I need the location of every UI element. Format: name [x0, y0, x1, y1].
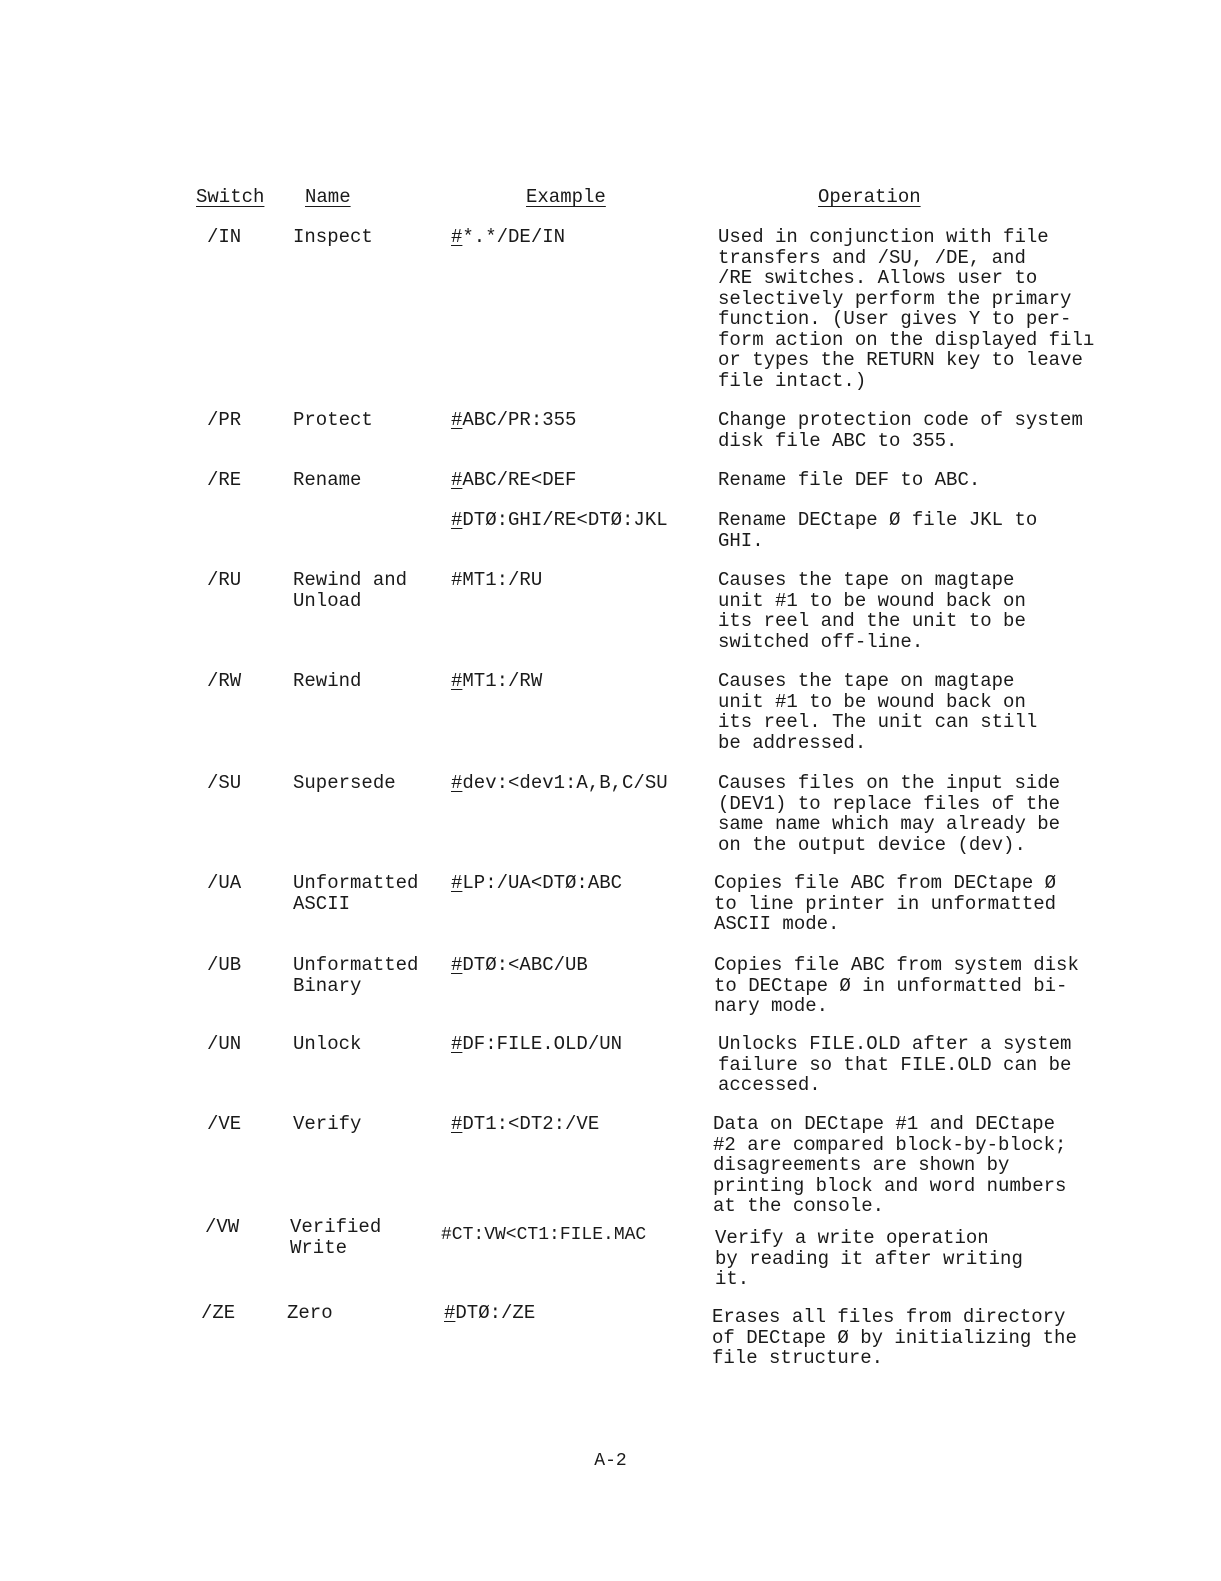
operation-cell: Change protection code of system disk file ABC to 355. [718, 409, 1083, 452]
switch-cell: /RE [207, 469, 242, 491]
header-name: Name [305, 186, 351, 208]
name-cell: Protect [293, 409, 373, 431]
switch-cell: /VW [205, 1216, 240, 1238]
name-cell: Rewind [293, 670, 362, 692]
operation-cell: Verify a write operation by reading it after writing it. [715, 1227, 1023, 1290]
example-cell [451, 410, 576, 431]
example-text: DTØ:GHI/RE<DTØ:JKL [462, 509, 668, 531]
example-prefix: # [451, 509, 463, 531]
example-prefix: # [451, 954, 463, 976]
switch-cell: /VE [207, 1113, 242, 1135]
example-text: DTØ:/ZE [455, 1302, 536, 1324]
example-prefix: # [451, 872, 463, 894]
name-cell: Verify [293, 1113, 362, 1135]
example-prefix: # [451, 772, 463, 794]
example-prefix: # [451, 1033, 463, 1055]
operation-cell: Unlocks FILE.OLD after a system failure so that FILE.OLD can be accessed. [718, 1033, 1072, 1096]
operation-cell: Rename file DEF to ABC. [718, 469, 981, 491]
example-cell [451, 227, 565, 248]
name-cell: Unformatted Binary [293, 954, 419, 997]
page-number: A-2 [594, 1451, 627, 1471]
header-example: Example [526, 186, 606, 208]
switch-cell: /PR [207, 409, 242, 431]
name-cell: Verified Write [290, 1216, 382, 1259]
example-cell [451, 1034, 622, 1055]
name-cell: Unformatted ASCII [293, 872, 419, 915]
example-cell [451, 873, 622, 894]
example-cell [444, 1303, 535, 1324]
switch-cell: /RW [207, 670, 242, 692]
example-text: #MT1:/RU [451, 569, 543, 591]
example-text: ABC/PR:355 [462, 409, 577, 431]
example-text: ABC/RE<DEF [462, 469, 577, 491]
example-cell [451, 773, 668, 794]
example-cell [441, 1225, 646, 1246]
example-text: *.*/DE/IN [462, 226, 566, 248]
operation-cell: Erases all files from directory of DECtape Ø by initializing the file structure. [712, 1306, 1077, 1369]
operation-cell: Causes files on the input side (DEV1) to replace files of the same name which may already be on the output device (dev). [718, 772, 1061, 856]
example-cell [451, 470, 576, 491]
switch-cell: /RU [207, 569, 242, 591]
operation-cell: Causes the tape on magtape unit #1 to be wound back on its reel. The unit can still be addressed. [718, 670, 1038, 754]
example-prefix: # [444, 1302, 456, 1324]
operation-cell: Rename DECtape Ø file JKL to GHI. [718, 509, 1038, 552]
example-text: DF:FILE.OLD/UN [462, 1033, 623, 1055]
example-text: MT1:/RW [462, 670, 543, 692]
example-text: LP:/UA<DTØ:ABC [462, 872, 623, 894]
name-cell: Unlock [293, 1033, 362, 1055]
name-cell: Rewind and Unload [293, 569, 408, 612]
name-cell: Rename [293, 469, 362, 491]
operation-cell: Used in conjunction with file transfers and /SU, /DE, and /RE switches. Allows user to selectively perform the primary function. (User gives Y to per- form action on the displayed filı or types the RETURN key to leave file intact.) [718, 226, 1095, 392]
header-operation: Operation [818, 186, 921, 208]
example-text: DT1:<DT2:/VE [462, 1113, 600, 1135]
operation-cell: Causes the tape on magtape unit #1 to be wound back on its reel and the unit to be switched off-line. [718, 569, 1026, 653]
switch-cell: /SU [207, 772, 242, 794]
name-cell: Inspect [293, 226, 373, 248]
example-cell [451, 570, 542, 591]
header-switch: Switch [196, 186, 265, 208]
example-prefix: # [451, 409, 463, 431]
switch-cell: /UA [207, 872, 242, 894]
operation-cell: Copies file ABC from DECtape Ø to line printer in unformatted ASCII mode. [714, 872, 1057, 935]
example-cell [451, 955, 588, 976]
example-prefix: # [451, 670, 463, 692]
switch-cell: /UB [207, 954, 242, 976]
example-prefix: # [451, 469, 463, 491]
example-text: #CT:VW<CT1:FILE.MAC [441, 1225, 647, 1245]
name-cell: Supersede [293, 772, 396, 794]
example-text: dev:<dev1:A,B,C/SU [462, 772, 668, 794]
example-cell [451, 671, 542, 692]
operation-cell: Copies file ABC from system disk to DECtape Ø in unformatted bi- nary mode. [714, 954, 1079, 1017]
switch-cell: /IN [207, 226, 242, 248]
example-prefix: # [451, 1113, 463, 1135]
example-cell [451, 510, 668, 531]
example-prefix: # [451, 226, 463, 248]
operation-cell: Data on DECtape #1 and DECtape #2 are compared block-by-block; disagreements are shown by printing block and word numbers at the console. [713, 1113, 1067, 1217]
example-cell [451, 1114, 599, 1135]
example-text: DTØ:<ABC/UB [462, 954, 588, 976]
name-cell: Zero [287, 1302, 333, 1324]
switch-cell: /ZE [201, 1302, 236, 1324]
switch-cell: /UN [207, 1033, 242, 1055]
